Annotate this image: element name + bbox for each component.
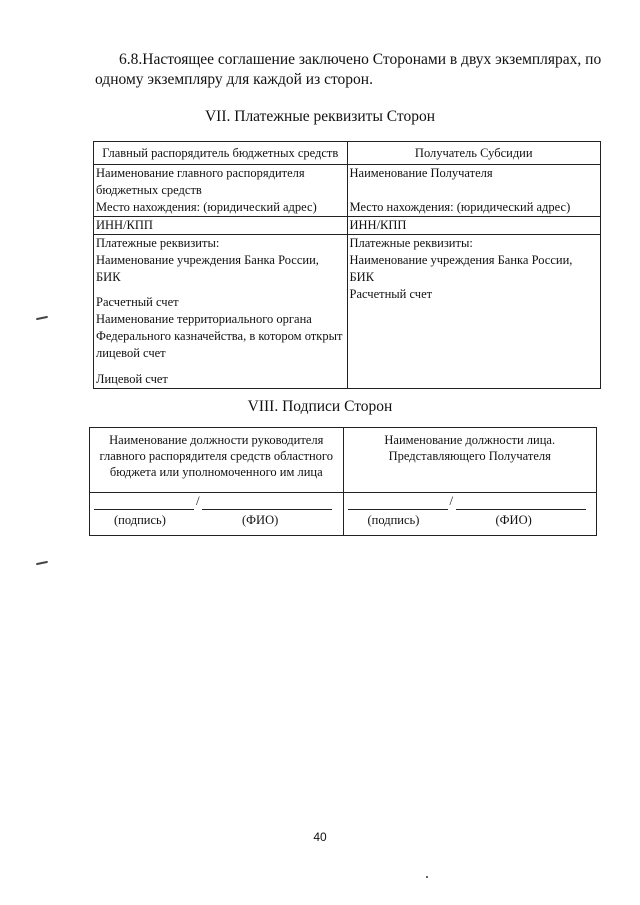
left-name-line bbox=[202, 509, 332, 510]
left-signature-block bbox=[90, 493, 343, 535]
left-pay-title: Платежные реквизиты: bbox=[96, 236, 220, 250]
page-number: 40 bbox=[313, 830, 327, 844]
signatures-table bbox=[89, 427, 597, 536]
left-signature-line bbox=[94, 509, 194, 510]
right-signature-label: (подпись) bbox=[367, 513, 420, 527]
left-treasury-line-3: лицевой счет bbox=[96, 346, 166, 360]
right-signature-line bbox=[348, 509, 448, 510]
left-treasury-line-2: Федерального казначейства, в котором открыт bbox=[96, 329, 343, 343]
right-signature-cell bbox=[343, 493, 597, 536]
right-account: Расчетный счет bbox=[349, 287, 433, 301]
section-8-title: VIII. Подписи Сторон bbox=[247, 398, 393, 415]
bank-details-row bbox=[94, 235, 601, 389]
left-location: Место нахождения: (юридический адрес) bbox=[96, 200, 317, 214]
right-name-label: (ФИО) bbox=[495, 513, 532, 527]
right-column-header: Получатель Субсидии bbox=[347, 142, 601, 165]
left-slash: / bbox=[196, 493, 200, 508]
section-7-title: VII. Платежные реквизиты Сторон bbox=[204, 108, 435, 125]
left-signatory-title bbox=[90, 428, 344, 493]
right-signatory-title bbox=[343, 428, 597, 493]
left-inn-cell bbox=[94, 217, 348, 235]
payment-details-table bbox=[93, 141, 601, 389]
right-pay-title: Платежные реквизиты: bbox=[349, 236, 473, 250]
right-bank-line-1: Наименование учреждения Банка России, bbox=[349, 253, 573, 267]
left-bank: Наименование учреждения Банка России, БИК bbox=[96, 253, 319, 284]
right-bank-cell bbox=[347, 235, 601, 389]
left-name-label: (ФИО) bbox=[242, 513, 279, 527]
name-location-row bbox=[94, 165, 601, 217]
left-inn: ИНН/КПП bbox=[96, 218, 153, 232]
spacer bbox=[96, 286, 345, 294]
left-signature-cell bbox=[90, 493, 344, 536]
left-account: Расчетный счет bbox=[96, 295, 179, 309]
signature-titles-row bbox=[90, 428, 597, 493]
left-title-line-2: главного распорядителя средств областного bbox=[99, 449, 333, 463]
right-name-line bbox=[456, 509, 586, 510]
spacer bbox=[350, 182, 599, 199]
left-name-line-2: бюджетных средств bbox=[96, 183, 202, 197]
spacer bbox=[96, 362, 345, 371]
left-signature-label: (подпись) bbox=[114, 513, 166, 527]
right-inn-cell bbox=[347, 217, 601, 235]
left-title-line-3: бюджета или уполномоченного им лица bbox=[109, 465, 323, 479]
left-bank-cell bbox=[94, 235, 348, 389]
right-title-line-2: Представляющего Получателя bbox=[388, 449, 551, 463]
right-inn: ИНН/КПП bbox=[349, 218, 407, 232]
scan-margin-mark bbox=[36, 316, 48, 320]
scan-dot bbox=[426, 876, 428, 878]
right-name-cell bbox=[347, 165, 601, 217]
right-title-line-1: Наименование должности лица. bbox=[384, 433, 556, 447]
right-location: Место нахождения: (юридический адрес) bbox=[349, 200, 571, 214]
left-personal-account: Лицевой счет bbox=[96, 372, 168, 386]
agreement-paragraph: 6.8.Настоящее соглашение заключено Сторонами в двух экземплярах, по одному экземпляру для каждой из сторон. bbox=[95, 51, 602, 88]
left-treasury-line-1: Наименование территориального органа bbox=[96, 312, 312, 326]
left-column-header: Главный распорядитель бюджетных средств bbox=[94, 142, 348, 165]
right-signature-block bbox=[344, 493, 597, 535]
scan-margin-mark bbox=[36, 561, 48, 565]
right-slash: / bbox=[449, 493, 454, 508]
left-name-line-1: Наименование главного распорядителя bbox=[96, 166, 305, 180]
right-bank-line-2: БИК bbox=[349, 270, 375, 284]
right-name: Наименование Получателя bbox=[349, 166, 493, 180]
left-name-cell bbox=[94, 165, 348, 217]
signature-lines-row bbox=[90, 493, 597, 536]
left-title-line-1: Наименование должности руководителя bbox=[109, 433, 324, 447]
inn-row bbox=[94, 217, 601, 235]
payment-details-header-row bbox=[94, 142, 601, 165]
